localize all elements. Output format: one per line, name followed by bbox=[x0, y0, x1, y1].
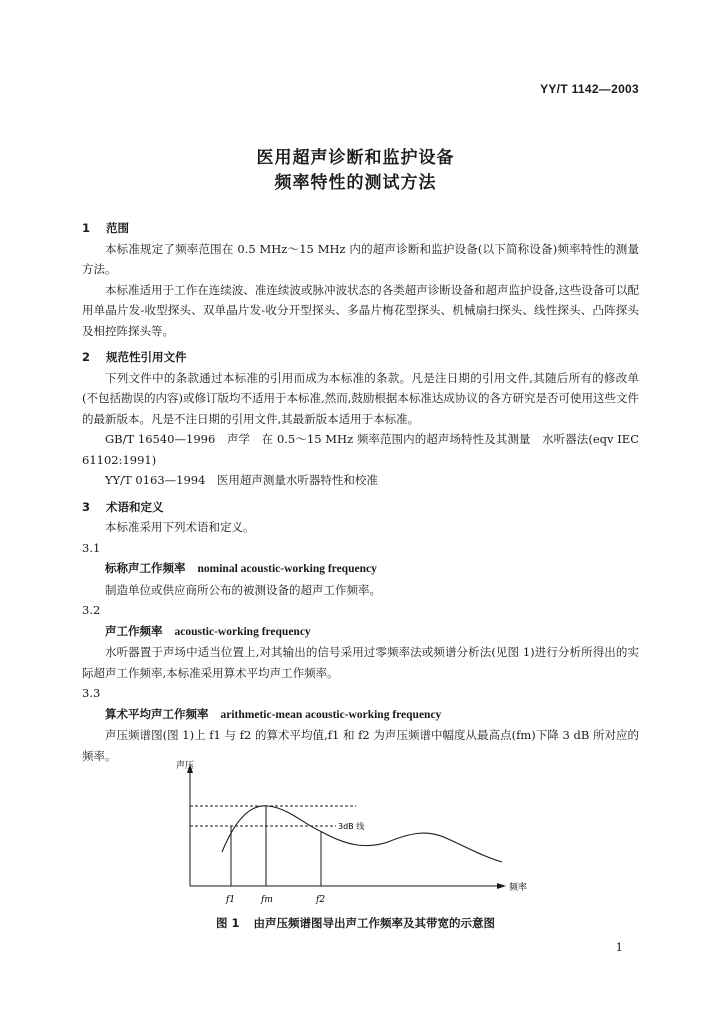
f2-label: f2 bbox=[316, 895, 326, 905]
x-axis-label: 频率 bbox=[509, 883, 528, 893]
reference-item: YY/T 0163—1994 医用超声测量水听器特性和校准 bbox=[105, 473, 378, 487]
fm-label: fm bbox=[261, 895, 273, 905]
page-number: 1 bbox=[615, 940, 623, 954]
scope-paragraph-2: 本标准适用于工作在连续波、准连续波或脉冲波状态的各类超声诊断设备和超声监护设备,这些设备可以配用单晶片发-收型探头、双单晶片发-收分开型探头、多晶片梅花型探头、机械扇扫探头、线性探头、凸阵探头及相控阵探头等。 bbox=[82, 282, 639, 338]
section-number: 3 bbox=[82, 499, 91, 514]
term-number: 3.3 bbox=[82, 686, 101, 700]
spectrum-figure bbox=[176, 758, 536, 918]
section-number: 2 bbox=[82, 350, 91, 364]
terms-intro: 本标准采用下列术语和定义。 bbox=[105, 520, 255, 534]
term-definition: 水听器置于声场中适当位置上,对其输出的信号采用过零频率法或频谱分析法(见图 1)进行分析所得出的实际超声工作频率,本标准采用算术平均声工作频率。 bbox=[82, 645, 639, 680]
section-number: 1 bbox=[82, 221, 91, 235]
references-paragraph: 下列文件中的条款通过本标准的引用而成为本标准的条款。凡是注日期的引用文件,其随后所有的修改单(不包括勘误的内容)或修订版均不适用于本标准,然而,鼓励根据本标准达成协议的各方研究是否可使用这些文件的最新版本。凡是不注日期的引用文件,其最新版本适用于本标准。 bbox=[82, 370, 639, 426]
document-title-line1: 医用超声诊断和监护设备 bbox=[256, 148, 455, 168]
term-en: arithmetic-mean acoustic-working frequency bbox=[220, 708, 442, 721]
term-number: 3.2 bbox=[82, 603, 101, 617]
figure-caption bbox=[0, 915, 711, 931]
section-1-heading bbox=[82, 218, 639, 239]
term-zh: 标称声工作频率 bbox=[105, 561, 186, 575]
reference-item: GB/T 16540—1996 声学 在 0.5～15 MHz 频率范围内的超声场特性及其测量 水听器法(eqv IEC 61102:1991) bbox=[82, 432, 639, 467]
section-3-heading bbox=[82, 497, 639, 518]
term-definition: 制造单位或供应商所公布的被测设备的超声工作频率。 bbox=[105, 582, 381, 597]
x-axis-arrow bbox=[497, 883, 506, 889]
section-title: 规范性引用文件 bbox=[106, 350, 187, 364]
three-db-label: 3dB 线 bbox=[338, 822, 365, 831]
f1-label: f1 bbox=[226, 895, 236, 905]
section-title: 范围 bbox=[106, 221, 130, 235]
term-zh: 声工作频率 bbox=[105, 623, 163, 638]
figure-caption-text: 由声压频谱图导出声工作频率及其带宽的示意图 bbox=[253, 916, 495, 930]
term-heading bbox=[82, 704, 639, 726]
term-heading bbox=[82, 558, 639, 580]
term-en: acoustic-working frequency bbox=[174, 625, 311, 638]
section-title: 术语和定义 bbox=[106, 499, 164, 514]
term-zh: 算术平均声工作频率 bbox=[105, 706, 209, 721]
term-en: nominal acoustic-working frequency bbox=[197, 563, 377, 575]
scope-paragraph-1: 本标准规定了频率范围在 0.5 MHz～15 MHz 内的超声诊断和监护设备(以下简称设备)频率特性的测量方法。 bbox=[82, 241, 639, 276]
term-number: 3.1 bbox=[82, 540, 101, 555]
spectrum-curve bbox=[222, 806, 502, 862]
document-title-line2: 频率特性的测试方法 bbox=[274, 173, 437, 193]
document-body bbox=[82, 212, 639, 766]
y-axis-label: 声压 bbox=[176, 761, 195, 771]
term-definition: 声压频谱图(图 1)上 f1 与 f2 的算术平均值,f1 和 f2 为声压频谱中幅度从最高点(fm)下降 3 dB 所对应的频率。 bbox=[82, 728, 639, 763]
figure-number: 图 1 bbox=[215, 916, 240, 930]
section-2-heading bbox=[82, 347, 639, 368]
standard-code: YY/T 1142—2003 bbox=[540, 82, 639, 96]
term-heading bbox=[82, 621, 639, 643]
